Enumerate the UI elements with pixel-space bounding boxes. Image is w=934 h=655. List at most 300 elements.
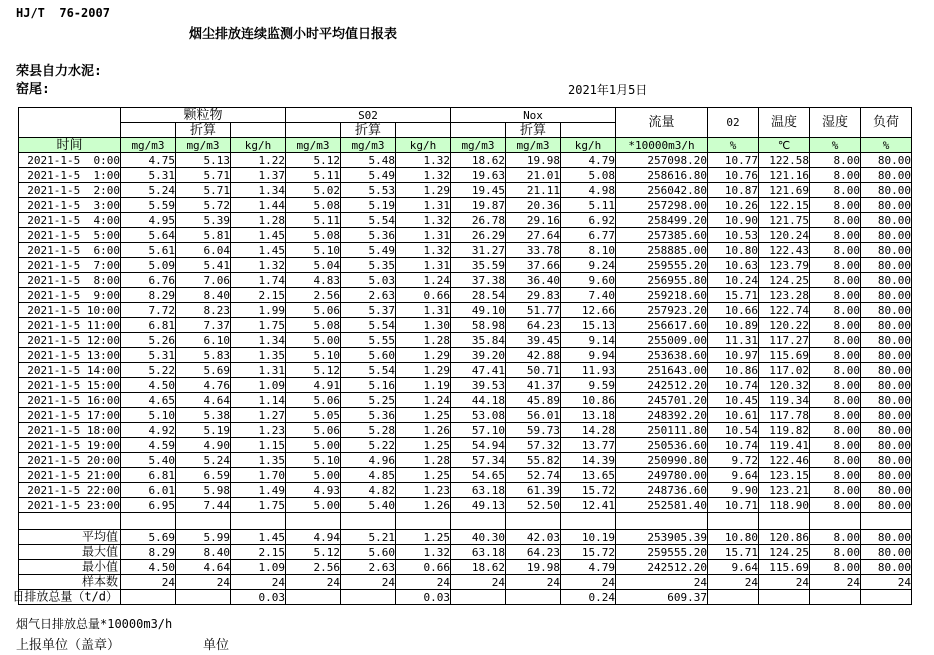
value-cell: 10.26 (708, 198, 759, 213)
value-cell: 1.25 (396, 408, 451, 423)
value-cell: 15.71 (708, 288, 759, 303)
summary-value-cell: 24 (561, 575, 616, 590)
value-cell: 5.11 (561, 198, 616, 213)
value-cell: 27.64 (506, 228, 561, 243)
summary-value-cell: 8.40 (176, 545, 231, 560)
value-cell: 5.69 (176, 363, 231, 378)
value-cell: 1.28 (231, 213, 286, 228)
value-cell: 8.00 (810, 468, 861, 483)
value-cell: 259218.60 (616, 288, 708, 303)
value-cell: 117.27 (759, 333, 810, 348)
time-cell: 2021-1-5 13:00 (19, 348, 121, 363)
summary-value-cell: 80.00 (861, 530, 912, 545)
value-cell: 6.92 (561, 213, 616, 228)
time-cell: 2021-1-5 18:00 (19, 423, 121, 438)
value-cell: 1.32 (396, 213, 451, 228)
value-cell: 5.60 (341, 348, 396, 363)
value-cell: 1.31 (396, 228, 451, 243)
value-cell: 1.29 (396, 348, 451, 363)
table-row (19, 468, 912, 483)
value-cell: 5.19 (341, 198, 396, 213)
report-date: 2021年1月5日 (568, 83, 648, 97)
value-cell: 251643.00 (616, 363, 708, 378)
value-cell: 10.53 (708, 228, 759, 243)
value-cell: 28.54 (451, 288, 506, 303)
value-cell: 5.03 (341, 273, 396, 288)
table-row (19, 213, 912, 228)
time-cell: 2021-1-5 0:00 (19, 153, 121, 168)
value-cell: 10.86 (708, 363, 759, 378)
value-cell: 123.28 (759, 288, 810, 303)
value-cell: 33.78 (506, 243, 561, 258)
value-cell: 5.19 (176, 423, 231, 438)
value-cell: 9.64 (708, 468, 759, 483)
value-cell: 7.06 (176, 273, 231, 288)
value-cell: 8.00 (810, 333, 861, 348)
value-cell: 1.24 (396, 273, 451, 288)
value-cell: 1.32 (231, 258, 286, 273)
summary-value-cell: 253905.39 (616, 530, 708, 545)
report-title: 烟尘排放连续监测小时平均值日报表 (188, 27, 397, 42)
value-cell: 10.80 (708, 243, 759, 258)
value-cell: 5.59 (121, 198, 176, 213)
value-cell: 5.38 (176, 408, 231, 423)
time-cell: 2021-1-5 23:00 (19, 498, 121, 513)
value-cell: 49.13 (451, 498, 506, 513)
value-cell: 1.32 (396, 153, 451, 168)
value-cell: 4.75 (121, 153, 176, 168)
value-cell: 1.49 (231, 483, 286, 498)
value-cell: 117.02 (759, 363, 810, 378)
value-cell: 5.11 (286, 213, 341, 228)
value-cell: 5.00 (286, 333, 341, 348)
value-cell: 8.00 (810, 453, 861, 468)
value-cell: 4.90 (176, 438, 231, 453)
units-row (19, 138, 912, 153)
value-cell: 1.74 (231, 273, 286, 288)
value-cell: 250990.80 (616, 453, 708, 468)
value-cell: 61.39 (506, 483, 561, 498)
value-cell: 249780.00 (616, 468, 708, 483)
value-cell: 26.78 (451, 213, 506, 228)
value-cell: 10.74 (708, 438, 759, 453)
value-cell: 54.94 (451, 438, 506, 453)
summary-value-cell: 24 (286, 575, 341, 590)
unit-label: 单位 (203, 638, 230, 653)
value-cell: 10.87 (708, 183, 759, 198)
value-cell: 10.45 (708, 393, 759, 408)
summary-value-cell: 5.21 (341, 530, 396, 545)
value-cell: 80.00 (861, 348, 912, 363)
value-cell: 6.76 (121, 273, 176, 288)
empty-cell (451, 513, 506, 530)
value-cell: 6.04 (176, 243, 231, 258)
value-cell: 1.29 (396, 363, 451, 378)
value-cell: 10.90 (708, 213, 759, 228)
col-humidity: 湿度 (810, 108, 861, 138)
value-cell: 258616.80 (616, 168, 708, 183)
value-cell: 5.28 (341, 423, 396, 438)
value-cell: 1.25 (396, 468, 451, 483)
value-cell: 5.05 (286, 408, 341, 423)
summary-value-cell (861, 590, 912, 605)
value-cell: 1.45 (231, 243, 286, 258)
value-cell: 13.18 (561, 408, 616, 423)
value-cell: 1.31 (396, 258, 451, 273)
time-cell: 2021-1-5 12:00 (19, 333, 121, 348)
value-cell: 248392.20 (616, 408, 708, 423)
value-cell: 124.25 (759, 273, 810, 288)
summary-value-cell: 1.32 (396, 545, 451, 560)
value-cell: 5.22 (341, 438, 396, 453)
empty-cell (396, 513, 451, 530)
value-cell: 59.73 (506, 423, 561, 438)
table-row (19, 198, 912, 213)
value-cell: 123.21 (759, 483, 810, 498)
value-cell: 8.00 (810, 318, 861, 333)
nox-converted-label: 折算 (506, 123, 561, 138)
value-cell: 37.38 (451, 273, 506, 288)
summary-value-cell: 5.69 (121, 530, 176, 545)
summary-value-cell: 24 (810, 575, 861, 590)
time-cell: 2021-1-5 21:00 (19, 468, 121, 483)
value-cell: 1.31 (396, 303, 451, 318)
value-cell: 5.98 (176, 483, 231, 498)
value-cell: 80.00 (861, 228, 912, 243)
value-cell: 7.72 (121, 303, 176, 318)
value-cell: 4.85 (341, 468, 396, 483)
table-row (19, 438, 912, 453)
value-cell: 5.31 (121, 168, 176, 183)
value-cell: 252581.40 (616, 498, 708, 513)
value-cell: 5.12 (286, 153, 341, 168)
value-cell: 119.41 (759, 438, 810, 453)
empty-cell (396, 123, 451, 138)
value-cell: 8.00 (810, 483, 861, 498)
value-cell: 8.00 (810, 393, 861, 408)
table-row (19, 228, 912, 243)
value-cell: 250111.80 (616, 423, 708, 438)
value-cell: 9.60 (561, 273, 616, 288)
value-cell: 10.89 (708, 318, 759, 333)
value-cell: 1.70 (231, 468, 286, 483)
value-cell: 6.01 (121, 483, 176, 498)
pm-unit: mg/m3 (121, 138, 176, 153)
value-cell: 4.93 (286, 483, 341, 498)
summary-value-cell: 0.24 (561, 590, 616, 605)
summary-label-cell (19, 575, 121, 590)
value-cell: 6.81 (121, 318, 176, 333)
value-cell: 8.00 (810, 498, 861, 513)
summary-value-cell: 1.45 (231, 530, 286, 545)
value-cell: 42.88 (506, 348, 561, 363)
summary-value-cell: 64.23 (506, 545, 561, 560)
value-cell: 10.97 (708, 348, 759, 363)
value-cell: 1.09 (231, 378, 286, 393)
empty-cell (561, 513, 616, 530)
time-cell: 2021-1-5 14:00 (19, 363, 121, 378)
value-cell: 7.37 (176, 318, 231, 333)
value-cell: 5.00 (286, 498, 341, 513)
summary-value-cell: 24 (121, 575, 176, 590)
value-cell: 39.53 (451, 378, 506, 393)
humidity-unit: % (810, 138, 861, 153)
value-cell: 80.00 (861, 423, 912, 438)
value-cell: 256955.80 (616, 273, 708, 288)
value-cell: 5.13 (176, 153, 231, 168)
value-cell: 1.28 (396, 453, 451, 468)
value-cell: 80.00 (861, 498, 912, 513)
value-cell: 5.37 (341, 303, 396, 318)
value-cell: 5.48 (341, 153, 396, 168)
nox-rate-unit: kg/h (561, 138, 616, 153)
flue-gas-total-label: 烟气日排放总量*10000m3/h (16, 617, 173, 631)
empty-cell (708, 513, 759, 530)
value-cell: 1.75 (231, 498, 286, 513)
value-cell: 122.15 (759, 198, 810, 213)
summary-value-cell: 4.79 (561, 560, 616, 575)
value-cell: 13.77 (561, 438, 616, 453)
value-cell: 4.96 (341, 453, 396, 468)
empty-cell (19, 513, 121, 530)
time-cell: 2021-1-5 1:00 (19, 168, 121, 183)
col-temperature: 温度 (759, 108, 810, 138)
value-cell: 122.43 (759, 243, 810, 258)
value-cell: 6.81 (121, 468, 176, 483)
value-cell: 8.00 (810, 153, 861, 168)
time-cell: 2021-1-5 22:00 (19, 483, 121, 498)
value-cell: 80.00 (861, 288, 912, 303)
value-cell: 253638.60 (616, 348, 708, 363)
table-row (19, 168, 912, 183)
summary-value-cell: 63.18 (451, 545, 506, 560)
value-cell: 5.22 (121, 363, 176, 378)
table-row (19, 258, 912, 273)
value-cell: 8.00 (810, 303, 861, 318)
value-cell: 35.84 (451, 333, 506, 348)
table-row (19, 303, 912, 318)
summary-value-cell: 4.64 (176, 560, 231, 575)
summary-value-cell: 15.71 (708, 545, 759, 560)
summary-value-cell: 42.03 (506, 530, 561, 545)
o2-unit: % (708, 138, 759, 153)
value-cell: 1.23 (231, 423, 286, 438)
nox-conv-unit: mg/m3 (506, 138, 561, 153)
value-cell: 1.27 (231, 408, 286, 423)
summary-value-cell (176, 590, 231, 605)
value-cell: 4.64 (176, 393, 231, 408)
summary-value-cell (451, 590, 506, 605)
summary-value-cell: 15.72 (561, 545, 616, 560)
temperature-unit: ℃ (759, 138, 810, 153)
summary-label: 日排放总量（t/d） (12, 589, 118, 604)
summary-row (19, 545, 912, 560)
value-cell: 80.00 (861, 333, 912, 348)
value-cell: 19.45 (451, 183, 506, 198)
value-cell: 5.61 (121, 243, 176, 258)
col-flow: 流量 (616, 108, 708, 138)
so2-converted-label: 折算 (341, 123, 396, 138)
value-cell: 5.00 (286, 438, 341, 453)
value-cell: 117.78 (759, 408, 810, 423)
empty-cell (561, 123, 616, 138)
value-cell: 80.00 (861, 363, 912, 378)
summary-value-cell (121, 590, 176, 605)
empty-cell (759, 513, 810, 530)
value-cell: 5.10 (121, 408, 176, 423)
value-cell: 10.54 (708, 423, 759, 438)
value-cell: 80.00 (861, 393, 912, 408)
value-cell: 4.65 (121, 393, 176, 408)
value-cell: 120.22 (759, 318, 810, 333)
value-cell: 1.29 (396, 183, 451, 198)
value-cell: 122.46 (759, 453, 810, 468)
value-cell: 1.34 (231, 183, 286, 198)
value-cell: 5.53 (341, 183, 396, 198)
time-cell: 2021-1-5 17:00 (19, 408, 121, 423)
value-cell: 80.00 (861, 408, 912, 423)
summary-value-cell: 24 (176, 575, 231, 590)
value-cell: 257098.20 (616, 153, 708, 168)
value-cell: 5.40 (341, 498, 396, 513)
value-cell: 120.24 (759, 228, 810, 243)
value-cell: 1.35 (231, 348, 286, 363)
summary-value-cell (506, 590, 561, 605)
summary-value-cell: 9.64 (708, 560, 759, 575)
value-cell: 119.82 (759, 423, 810, 438)
value-cell: 1.75 (231, 318, 286, 333)
time-cell: 2021-1-5 11:00 (19, 318, 121, 333)
table-row (19, 183, 912, 198)
table-row (19, 393, 912, 408)
value-cell: 257385.60 (616, 228, 708, 243)
table-row (19, 153, 912, 168)
value-cell: 5.83 (176, 348, 231, 363)
value-cell: 6.10 (176, 333, 231, 348)
value-cell: 4.76 (176, 378, 231, 393)
summary-value-cell: 4.50 (121, 560, 176, 575)
summary-value-cell: 0.03 (396, 590, 451, 605)
value-cell: 259555.20 (616, 258, 708, 273)
value-cell: 8.00 (810, 228, 861, 243)
value-cell: 5.35 (341, 258, 396, 273)
time-cell: 2021-1-5 20:00 (19, 453, 121, 468)
summary-value-cell: 2.63 (341, 560, 396, 575)
value-cell: 4.59 (121, 438, 176, 453)
summary-value-cell: 24 (861, 575, 912, 590)
value-cell: 15.13 (561, 318, 616, 333)
summary-value-cell: 5.99 (176, 530, 231, 545)
value-cell: 258499.20 (616, 213, 708, 228)
value-cell: 1.22 (231, 153, 286, 168)
value-cell: 8.29 (121, 288, 176, 303)
value-cell: 8.00 (810, 183, 861, 198)
summary-value-cell: 242512.20 (616, 560, 708, 575)
value-cell: 8.40 (176, 288, 231, 303)
value-cell: 8.00 (810, 258, 861, 273)
value-cell: 36.40 (506, 273, 561, 288)
table-row (19, 318, 912, 333)
value-cell: 41.37 (506, 378, 561, 393)
value-cell: 6.95 (121, 498, 176, 513)
value-cell: 5.04 (286, 258, 341, 273)
value-cell: 4.91 (286, 378, 341, 393)
value-cell: 4.82 (341, 483, 396, 498)
value-cell: 1.32 (396, 168, 451, 183)
value-cell: 115.69 (759, 348, 810, 363)
value-cell: 1.31 (396, 198, 451, 213)
value-cell: 8.23 (176, 303, 231, 318)
summary-value-cell: 24 (506, 575, 561, 590)
value-cell: 4.50 (121, 378, 176, 393)
value-cell: 80.00 (861, 438, 912, 453)
value-cell: 1.14 (231, 393, 286, 408)
pm-rate-unit: kg/h (231, 138, 286, 153)
summary-value-cell: 10.80 (708, 530, 759, 545)
value-cell: 9.90 (708, 483, 759, 498)
value-cell: 5.72 (176, 198, 231, 213)
empty-cell (176, 513, 231, 530)
time-cell: 2021-1-5 7:00 (19, 258, 121, 273)
value-cell: 11.93 (561, 363, 616, 378)
summary-value-cell (759, 590, 810, 605)
empty-cell (506, 513, 561, 530)
time-cell: 2021-1-5 8:00 (19, 273, 121, 288)
table-row (19, 273, 912, 288)
summary-row (19, 560, 912, 575)
value-cell: 5.41 (176, 258, 231, 273)
value-cell: 10.63 (708, 258, 759, 273)
value-cell: 5.71 (176, 168, 231, 183)
summary-value-cell: 124.25 (759, 545, 810, 560)
value-cell: 2.15 (231, 288, 286, 303)
value-cell: 8.00 (810, 378, 861, 393)
table-row (19, 483, 912, 498)
value-cell: 21.01 (506, 168, 561, 183)
value-cell: 1.44 (231, 198, 286, 213)
empty-cell (286, 513, 341, 530)
value-cell: 21.11 (506, 183, 561, 198)
value-cell: 14.39 (561, 453, 616, 468)
summary-value-cell: 24 (708, 575, 759, 590)
emission-data-table (12, 107, 912, 605)
value-cell: 5.25 (341, 393, 396, 408)
value-cell: 26.29 (451, 228, 506, 243)
table-row (19, 348, 912, 363)
value-cell: 8.10 (561, 243, 616, 258)
summary-value-cell: 40.30 (451, 530, 506, 545)
value-cell: 2.56 (286, 288, 341, 303)
value-cell: 52.74 (506, 468, 561, 483)
summary-value-cell: 5.12 (286, 545, 341, 560)
value-cell: 19.63 (451, 168, 506, 183)
value-cell: 80.00 (861, 468, 912, 483)
value-cell: 10.61 (708, 408, 759, 423)
value-cell: 1.34 (231, 333, 286, 348)
value-cell: 10.76 (708, 168, 759, 183)
summary-value-cell: 24 (341, 575, 396, 590)
monitor-site-label: 窑尾: (16, 82, 50, 97)
time-cell: 2021-1-5 15:00 (19, 378, 121, 393)
summary-value-cell: 120.86 (759, 530, 810, 545)
flow-unit: *10000m3/h (616, 138, 708, 153)
report-unit-stamp-label: 上报单位（盖章） (16, 638, 121, 653)
summary-value-cell: 2.15 (231, 545, 286, 560)
value-cell: 119.34 (759, 393, 810, 408)
value-cell: 19.87 (451, 198, 506, 213)
summary-value-cell: 1.25 (396, 530, 451, 545)
value-cell: 80.00 (861, 483, 912, 498)
